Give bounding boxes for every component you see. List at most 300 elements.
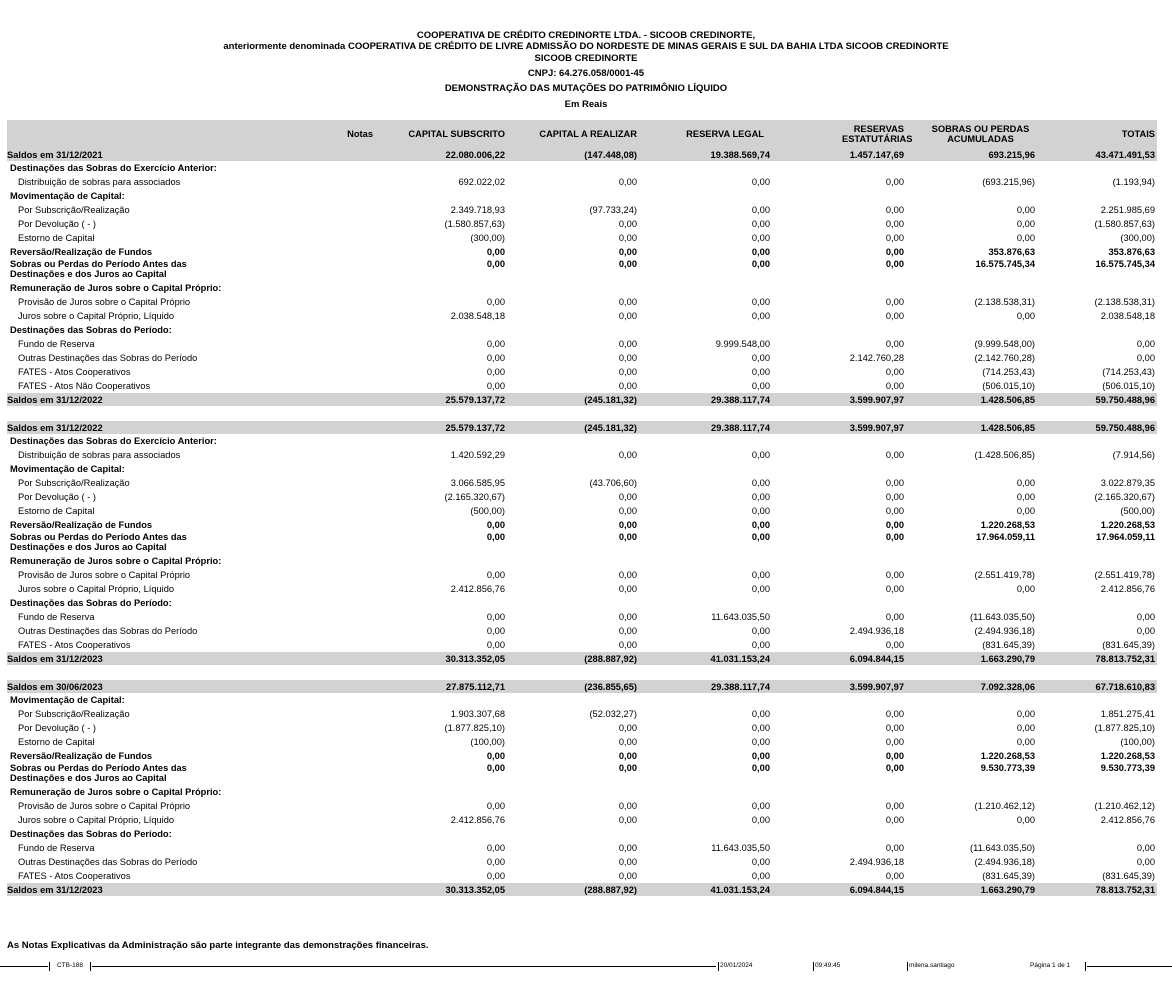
value-cell: 2.038.548,18 [1100,311,1155,321]
row-label: FATES - Atos Cooperativos [18,640,131,650]
value-cell: (2.551.419,78) [1094,570,1155,580]
subtotal-row [7,259,1157,281]
value-cell: 0,00 [1016,737,1035,747]
value-cell [772,161,906,175]
row-label: Movimentação de Capital: [10,191,125,201]
value-cell: 0,00 [885,570,904,580]
notes-cell [244,476,375,490]
value-cell: (2.138.538,31) [1094,297,1155,307]
balance-row [7,393,1157,406]
value-cell: (52.032,27) [589,709,637,719]
value-cell: 0,00 [751,297,770,307]
value-cell [507,161,639,175]
value-cell: 0,00 [618,506,637,516]
value-cell: (831.645,39) [982,871,1035,881]
value-cell [375,189,507,203]
value-cell: 0,00 [618,843,637,853]
value-cell: 0,00 [751,640,770,650]
value-cell [772,785,906,799]
value-cell [906,665,1037,680]
notes-cell [244,883,375,896]
row-label: Outras Destinações das Sobras do Período [18,857,198,867]
row-label: Por Subscrição/Realização [18,709,130,719]
row-label: Movimentação de Capital: [10,695,125,705]
value-cell: 0,00 [618,381,637,391]
value-cell: 0,00 [885,492,904,502]
value-cell: 7.092.328,06 [906,680,1037,693]
value-cell: 0,00 [885,311,904,321]
notes-cell [244,504,375,518]
movement-row [7,735,1157,749]
value-cell: 11.643.035,50 [711,843,770,853]
value-cell: 0,00 [618,815,637,825]
value-cell: (831.645,39) [1102,871,1155,881]
value-cell: 0,00 [751,259,770,269]
former-name: anteriormente denominada COOPERATIVA DE CRÉDITO DE LIVRE ADMISSÃO DO NORDESTE DE MINAS GERAIS E SUL DA BAHIA LTDA SICOOB CREDINORTE [223,41,949,52]
notes-cell [244,665,375,680]
notes-cell [244,189,375,203]
value-cell [375,596,507,610]
value-cell [906,827,1037,841]
value-cell: (236.855,65) [507,680,639,693]
row-label: Sobras ou Perdas do Período Antes das Destinações e dos Juros ao Capital [10,763,187,783]
value-cell: 6.094.844,15 [772,652,906,665]
value-cell [639,189,772,203]
value-cell: 0,00 [751,709,770,719]
value-cell: 1.428.506,85 [906,393,1037,406]
value-cell: (97.733,24) [589,205,637,215]
value-cell: 59.750.488,96 [1037,393,1157,406]
value-cell [1037,189,1157,203]
value-cell: 0,00 [618,723,637,733]
value-cell: 6.094.844,15 [772,883,906,896]
value-cell: 0,00 [885,450,904,460]
row-label: Provisão de Juros sobre o Capital Próprio [18,801,191,811]
value-cell: 0,00 [618,612,637,622]
value-cell: 0,00 [751,450,770,460]
value-cell: 0,00 [751,570,770,580]
value-cell: (2.142.760,28) [974,353,1035,363]
value-cell: 0,00 [618,857,637,867]
value-cell: 3.022.879,35 [1100,478,1155,488]
value-cell [639,323,772,337]
notes-cell [244,721,375,735]
value-cell: 0,00 [751,584,770,594]
value-cell: 2.412.856,76 [1100,584,1155,594]
value-cell: 0,00 [618,219,637,229]
value-cell [639,554,772,568]
value-cell [906,693,1037,707]
value-cell: 43.471.491,53 [1037,148,1157,161]
movement-row [7,610,1157,624]
movement-row [7,351,1157,365]
value-cell: 0,00 [618,640,637,650]
value-cell: 9.530.773,39 [980,763,1035,773]
report-footer [0,961,1172,973]
value-cell: 0,00 [486,763,505,773]
movement-row [7,337,1157,351]
value-cell: 0,00 [1016,205,1035,215]
value-cell [375,665,507,680]
row-label: Saldos em 31/12/2023 [7,883,244,896]
value-cell: 3.599.907,97 [772,393,906,406]
movement-row [7,217,1157,231]
value-cell: (300,00) [470,233,505,243]
value-cell: 1.663.290,79 [906,883,1037,896]
value-cell: 0,00 [885,612,904,622]
value-cell: 2.412.856,76 [450,815,505,825]
value-cell: 11.643.035,50 [711,612,770,622]
row-label: Estorno de Capital [18,233,95,243]
notes-cell [244,379,375,393]
value-cell [1037,693,1157,707]
value-cell: 3.066.585,95 [450,478,505,488]
subtotal-row [7,763,1157,785]
value-cell: 0,00 [618,520,637,530]
notes-cell [244,680,375,693]
value-cell: 0,00 [618,584,637,594]
row-label: Saldos em 31/12/2022 [7,393,244,406]
row-label: Remuneração de Juros sobre o Capital Próprio: [10,556,222,566]
value-cell: (1.580.857,63) [444,219,505,229]
notes-cell [244,827,375,841]
value-cell: 0,00 [618,737,637,747]
value-cell: 0,00 [885,381,904,391]
value-cell: 30.313.352,05 [375,883,507,896]
value-cell: 0,00 [885,584,904,594]
value-cell: (2.494.936,18) [974,626,1035,636]
value-cell: 0,00 [1136,843,1155,853]
balance-row [7,680,1157,693]
value-cell: 78.813.752,31 [1037,652,1157,665]
value-cell: (9.999.548,00) [974,339,1035,349]
value-cell: 0,00 [618,801,637,811]
value-cell: 0,00 [618,297,637,307]
value-cell: 9.999.548,00 [715,339,770,349]
value-cell: 1.220.268,53 [1100,520,1155,530]
notes-cell [244,175,375,189]
value-cell: 29.388.117,74 [639,393,772,406]
value-cell: 1.420.592,29 [450,450,505,460]
value-cell [906,323,1037,337]
header-reservas-estatutarias: RESERVAS ESTATUTÁRIAS [772,120,906,148]
value-cell: 0,00 [618,259,637,269]
value-cell: 0,00 [885,219,904,229]
value-cell: 0,00 [1136,353,1155,363]
value-cell [772,827,906,841]
row-label: Distribuição de sobras para associados [18,177,181,187]
row-label: Sobras ou Perdas do Período Antes das Destinações e dos Juros ao Capital [10,259,187,279]
value-cell: (2.165.320,67) [444,492,505,502]
notes-cell [244,596,375,610]
value-cell: 0,00 [618,751,637,761]
notes-cell [244,148,375,161]
value-cell: (245.181,32) [507,393,639,406]
value-cell: 0,00 [885,871,904,881]
value-cell [906,554,1037,568]
value-cell: 0,00 [618,233,637,243]
value-cell: 41.031.153,24 [639,883,772,896]
value-cell: 2.142.760,28 [849,353,904,363]
spacer-row [7,665,1157,680]
value-cell [507,554,639,568]
movement-row [7,504,1157,518]
value-cell: (1.428.506,85) [974,450,1035,460]
value-cell: 0,00 [486,353,505,363]
value-cell: 1.851.275,41 [1100,709,1155,719]
value-cell: 0,00 [885,247,904,257]
value-cell: 0,00 [751,233,770,243]
value-cell: 0,00 [751,506,770,516]
notes-cell [244,785,375,799]
row-label: Remuneração de Juros sobre o Capital Próprio: [10,787,222,797]
value-cell [507,406,639,421]
value-cell [639,827,772,841]
notes-cell [244,582,375,596]
value-cell: 0,00 [486,247,505,257]
value-cell: 0,00 [618,871,637,881]
value-cell [1037,161,1157,175]
value-cell: 1.663.290,79 [906,652,1037,665]
notes-cell [244,323,375,337]
value-cell: 0,00 [1136,339,1155,349]
value-cell: 0,00 [486,871,505,881]
spacer-row [7,406,1157,421]
notes-cell [244,763,375,785]
value-cell: 0,00 [751,247,770,257]
subtotal-row [7,749,1157,763]
value-cell: 0,00 [486,532,505,542]
value-cell: (1.210.462,12) [974,801,1035,811]
value-cell: 0,00 [751,205,770,215]
value-cell: 2.038.548,18 [450,311,505,321]
value-cell: 29.388.117,74 [639,421,772,434]
value-cell: 0,00 [486,570,505,580]
value-cell: 2.251.985,69 [1100,205,1155,215]
row-label: FATES - Atos Cooperativos [18,871,131,881]
value-cell [1037,462,1157,476]
value-cell: (2.494.936,18) [974,857,1035,867]
value-cell [375,785,507,799]
footer-tick [90,962,91,971]
value-cell: 25.579.137,72 [375,421,507,434]
notes-cell [244,749,375,763]
value-cell: (506.015,10) [1102,381,1155,391]
notes-cell [244,707,375,721]
value-cell [772,406,906,421]
notes-cell [244,735,375,749]
value-cell: 25.579.137,72 [375,393,507,406]
value-cell: 22.080.006,22 [375,148,507,161]
value-cell [772,596,906,610]
value-cell [906,462,1037,476]
row-label: Provisão de Juros sobre o Capital Próprio [18,297,191,307]
balance-row [7,148,1157,161]
company-name: COOPERATIVA DE CRÉDITO CREDINORTE LTDA. - SICOOB CREDINORTE, [416,30,756,41]
section-heading-row [7,281,1157,295]
value-cell [1037,323,1157,337]
movement-row [7,365,1157,379]
notes-cell [244,638,375,652]
value-cell: (714.253,43) [1102,367,1155,377]
value-cell: (300,00) [1120,233,1155,243]
notes-cell [244,295,375,309]
value-cell [507,785,639,799]
value-cell: 0,00 [885,297,904,307]
value-cell: 17.964.059,11 [1096,532,1155,542]
value-cell: 0,00 [1016,492,1035,502]
row-label: Destinações das Sobras do Período: [10,829,172,839]
value-cell [1037,554,1157,568]
value-cell [906,281,1037,295]
value-cell: 0,00 [618,367,637,377]
value-cell [772,554,906,568]
footer-tick [718,962,719,971]
section-heading-row [7,434,1157,448]
movement-row [7,799,1157,813]
cnpj: CNPJ: 64.276.058/0001-45 [527,68,645,79]
value-cell: 17.964.059,11 [976,532,1035,542]
value-cell [1037,665,1157,680]
notes-cell [244,448,375,462]
row-label: Remuneração de Juros sobre o Capital Próprio: [10,283,222,293]
movement-row [7,638,1157,652]
footnote: As Notas Explicativas da Administração são parte integrante das demonstrações financeiras. [7,940,429,951]
value-cell: (288.887,92) [507,652,639,665]
notes-cell [244,855,375,869]
value-cell: (1.193,94) [1112,177,1155,187]
row-label: Provisão de Juros sobre o Capital Próprio [18,570,191,580]
movement-row [7,203,1157,217]
row-label [7,665,244,680]
value-cell: 0,00 [751,311,770,321]
footer-time: 09:49:45 [815,962,841,969]
value-cell: 2.412.856,76 [1100,815,1155,825]
notes-cell [244,799,375,813]
value-cell: 0,00 [486,381,505,391]
table-body [7,148,1157,896]
subtotal-row [7,245,1157,259]
value-cell: 67.718.610,83 [1037,680,1157,693]
movement-row [7,841,1157,855]
value-cell: 0,00 [618,492,637,502]
short-name: SICOOB CREDINORTE [534,53,638,64]
row-label: Saldos em 31/12/2023 [7,652,244,665]
value-cell: 0,00 [618,353,637,363]
value-cell: 0,00 [751,857,770,867]
movement-row [7,295,1157,309]
value-cell [906,189,1037,203]
value-cell: 693.215,96 [906,148,1037,161]
currency-unit: Em Reais [564,99,608,110]
movement-row [7,624,1157,638]
value-cell: (1.877.825,10) [1094,723,1155,733]
footer-date: 20/01/2024 [720,962,753,969]
value-cell: 1.903.307,68 [450,709,505,719]
value-cell: 2.494.936,18 [849,857,904,867]
value-cell: 0,00 [1016,219,1035,229]
value-cell: 0,00 [486,843,505,853]
value-cell: 1.220.268,53 [980,751,1035,761]
notes-cell [244,490,375,504]
value-cell: (500,00) [1120,506,1155,516]
value-cell [375,693,507,707]
header-sobras-perdas: SOBRAS OU PERDAS ACUMULADAS [906,120,1037,148]
section-heading-row [7,596,1157,610]
value-cell [772,189,906,203]
balance-row [7,652,1157,665]
value-cell [772,693,906,707]
value-cell: (2.165.320,67) [1094,492,1155,502]
footer-rule [1087,966,1172,967]
footer-tick [907,962,908,971]
value-cell: 16.575.745,34 [1095,259,1155,269]
header-capital-subscrito: CAPITAL SUBSCRITO [375,120,507,148]
notes-cell [244,217,375,231]
value-cell: 2.412.856,76 [450,584,505,594]
row-label: Juros sobre o Capital Próprio, Líquido [18,815,175,825]
row-label: Destinações das Sobras do Exercício Anterior: [10,436,217,446]
footer-tick [49,962,50,971]
value-cell: 0,00 [486,339,505,349]
footer-rule [0,966,48,967]
value-cell: 0,00 [885,478,904,488]
value-cell: 0,00 [1016,506,1035,516]
notes-cell [244,203,375,217]
value-cell: 0,00 [885,763,904,773]
value-cell: 0,00 [486,857,505,867]
value-cell: 0,00 [486,259,505,269]
value-cell: (100,00) [1120,737,1155,747]
row-label: Reversão/Realização de Fundos [10,520,153,530]
value-cell: 0,00 [751,492,770,502]
value-cell [906,785,1037,799]
section-heading-row [7,323,1157,337]
value-cell: 0,00 [486,367,505,377]
movement-row [7,582,1157,596]
value-cell: 0,00 [618,339,637,349]
notes-cell [244,309,375,323]
row-label: Outras Destinações das Sobras do Período [18,626,198,636]
movement-row [7,476,1157,490]
value-cell: 0,00 [751,801,770,811]
value-cell: 0,00 [486,801,505,811]
movement-row [7,707,1157,721]
notes-cell [244,652,375,665]
value-cell: 0,00 [751,219,770,229]
value-cell: 0,00 [751,751,770,761]
movement-row [7,379,1157,393]
value-cell: 29.388.117,74 [639,680,772,693]
value-cell: (11.643.035,50) [970,843,1035,853]
value-cell: 1.457.147,69 [772,148,906,161]
header-label-col [7,120,244,148]
value-cell: (506.015,10) [982,381,1035,391]
value-cell: 9.530.773,39 [1100,763,1155,773]
value-cell: 0,00 [885,843,904,853]
section-heading-row [7,785,1157,799]
value-cell [507,596,639,610]
value-cell: 1.220.268,53 [1100,751,1155,761]
movement-row [7,490,1157,504]
notes-cell [244,421,375,434]
value-cell: (43.706,60) [589,478,637,488]
movement-row [7,568,1157,582]
table-header-row [7,120,1157,148]
value-cell [375,462,507,476]
value-cell: 59.750.488,96 [1037,421,1157,434]
row-label: Reversão/Realização de Fundos [10,247,153,257]
